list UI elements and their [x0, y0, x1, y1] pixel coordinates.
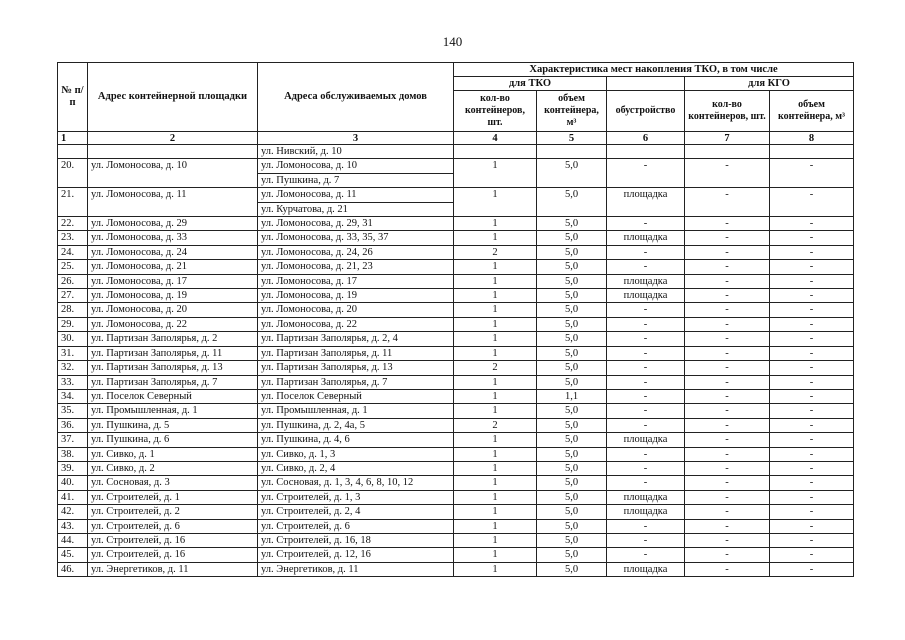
kgo-container-count: -	[685, 519, 770, 533]
site-address: ул. Ломоносова, д. 11	[88, 188, 258, 217]
kgo-container-count: -	[685, 461, 770, 475]
row-number: 31.	[58, 346, 88, 360]
tko-container-volume: 5,0	[537, 433, 607, 447]
tko-container-volume: 5,0	[537, 404, 607, 418]
table-row	[58, 461, 854, 475]
row-number: 43.	[58, 519, 88, 533]
site-address: ул. Партизан Заполярья, д. 2	[88, 332, 258, 346]
header-group-kgo: для КГО	[685, 77, 854, 91]
site-address: ул. Промышленная, д. 1	[88, 404, 258, 418]
site-address: ул. Строителей, д. 6	[88, 519, 258, 533]
tko-container-volume: 5,0	[537, 361, 607, 375]
table-row	[58, 505, 854, 519]
served-house: ул. Ломоносова, д. 19	[258, 289, 454, 303]
site-arrangement: площадка	[607, 490, 685, 504]
row-number: 36.	[58, 418, 88, 432]
column-number: 1	[58, 132, 88, 145]
site-arrangement: -	[607, 303, 685, 317]
tko-container-count: 1	[454, 404, 537, 418]
header-group-tko: для ТКО	[454, 77, 607, 91]
kgo-container-volume: -	[770, 562, 854, 576]
row-number: 28.	[58, 303, 88, 317]
served-house: ул. Ломоносова, д. 29, 31	[258, 217, 454, 231]
tko-container-count: 1	[454, 317, 537, 331]
site-address: ул. Энергетиков, д. 11	[88, 562, 258, 576]
row-number: 46.	[58, 562, 88, 576]
tko-container-count: 2	[454, 361, 537, 375]
site-address: ул. Ломоносова, д. 22	[88, 317, 258, 331]
served-house: ул. Пушкина, д. 2, 4а, 5	[258, 418, 454, 432]
site-address: ул. Строителей, д. 2	[88, 505, 258, 519]
site-address: ул. Ломоносова, д. 33	[88, 231, 258, 245]
kgo-container-volume: -	[770, 274, 854, 288]
kgo-container-count: -	[685, 418, 770, 432]
kgo-container-count: -	[685, 245, 770, 259]
table-row	[58, 217, 854, 231]
tko-container-count: 1	[454, 533, 537, 547]
served-house: ул. Партизан Заполярья, д. 11	[258, 346, 454, 360]
row-number: 20.	[58, 159, 88, 188]
site-arrangement: -	[607, 317, 685, 331]
table-row	[58, 289, 854, 303]
tko-container-volume: 5,0	[537, 548, 607, 562]
column-number: 5	[537, 132, 607, 145]
served-house: ул. Строителей, д. 16, 18	[258, 533, 454, 547]
tko-container-count: 2	[454, 418, 537, 432]
row-number: 45.	[58, 548, 88, 562]
table-row	[58, 332, 854, 346]
tko-container-count: 1	[454, 217, 537, 231]
header-kgo-volume: объем контейнера, м³	[770, 91, 854, 132]
tko-container-volume: 5,0	[537, 260, 607, 274]
site-arrangement: -	[607, 260, 685, 274]
tko-container-volume: 5,0	[537, 505, 607, 519]
served-house: ул. Сивко, д. 1, 3	[258, 447, 454, 461]
tko-container-volume: 5,0	[537, 375, 607, 389]
tko-container-count: 1	[454, 505, 537, 519]
table-row	[58, 548, 854, 562]
kgo-container-volume: -	[770, 461, 854, 475]
header-col-site-address: Адрес контейнерной площадки	[88, 63, 258, 132]
tko-container-count: 1	[454, 289, 537, 303]
kgo-container-count: -	[685, 433, 770, 447]
kgo-container-volume: -	[770, 433, 854, 447]
served-house: ул. Партизан Заполярья, д. 13	[258, 361, 454, 375]
kgo-container-volume: -	[770, 418, 854, 432]
kgo-container-count: -	[685, 188, 770, 217]
tko-container-count: 1	[454, 159, 537, 188]
served-house: ул. Партизан Заполярья, д. 2, 4	[258, 332, 454, 346]
row-number: 41.	[58, 490, 88, 504]
table-row	[58, 361, 854, 375]
served-house: ул. Нивский, д. 10	[258, 145, 454, 159]
table-row	[58, 404, 854, 418]
tko-container-count: 1	[454, 562, 537, 576]
tko-container-count: 1	[454, 274, 537, 288]
served-house: ул. Ломоносова, д. 17	[258, 274, 454, 288]
kgo-container-volume: -	[770, 447, 854, 461]
tko-container-volume: 5,0	[537, 447, 607, 461]
kgo-container-count: -	[685, 231, 770, 245]
kgo-container-volume: -	[770, 346, 854, 360]
site-address: ул. Сивко, д. 1	[88, 447, 258, 461]
site-arrangement: -	[607, 217, 685, 231]
header-arrangement: обустройство	[607, 91, 685, 132]
served-house: ул. Промышленная, д. 1	[258, 404, 454, 418]
tko-container-count: 1	[454, 490, 537, 504]
kgo-container-volume: -	[770, 231, 854, 245]
site-address: ул. Строителей, д. 16	[88, 548, 258, 562]
row-number: 29.	[58, 317, 88, 331]
kgo-container-volume: -	[770, 361, 854, 375]
tko-container-count: 1	[454, 548, 537, 562]
row-number: 40.	[58, 476, 88, 490]
tko-container-count: 1	[454, 519, 537, 533]
site-address: ул. Партизан Заполярья, д. 7	[88, 375, 258, 389]
site-arrangement: площадка	[607, 231, 685, 245]
kgo-container-count: -	[685, 490, 770, 504]
header-tko-count: кол-во контейнеров, шт.	[454, 91, 537, 132]
site-address: ул. Партизан Заполярья, д. 13	[88, 361, 258, 375]
site-address: ул. Строителей, д. 1	[88, 490, 258, 504]
tko-container-count: 1	[454, 303, 537, 317]
column-number: 6	[607, 132, 685, 145]
tko-container-volume: 5,0	[537, 332, 607, 346]
kgo-container-volume: -	[770, 476, 854, 490]
kgo-container-volume: -	[770, 490, 854, 504]
site-arrangement: -	[607, 245, 685, 259]
header-col-number: № п/п	[58, 63, 88, 132]
tko-container-volume: 5,0	[537, 245, 607, 259]
tko-container-count: 2	[454, 245, 537, 259]
kgo-container-volume: -	[770, 159, 854, 188]
site-arrangement: -	[607, 332, 685, 346]
column-number: 4	[454, 132, 537, 145]
tko-container-volume: 5,0	[537, 346, 607, 360]
tko-container-count: 1	[454, 447, 537, 461]
served-house: ул. Ломоносова, д. 11	[258, 188, 454, 202]
site-address: ул. Сосновая, д. 3	[88, 476, 258, 490]
tko-container-count: 1	[454, 433, 537, 447]
column-number: 7	[685, 132, 770, 145]
kgo-container-volume: -	[770, 548, 854, 562]
kgo-container-count: -	[685, 346, 770, 360]
site-arrangement: площадка	[607, 274, 685, 288]
served-house: ул. Партизан Заполярья, д. 7	[258, 375, 454, 389]
kgo-container-volume: -	[770, 303, 854, 317]
table-row	[58, 562, 854, 576]
tko-container-volume: 5,0	[537, 519, 607, 533]
site-arrangement: площадка	[607, 562, 685, 576]
tko-container-volume: 5,0	[537, 159, 607, 188]
tko-container-volume: 5,0	[537, 274, 607, 288]
site-address: ул. Ломоносова, д. 21	[88, 260, 258, 274]
table-row	[58, 159, 854, 173]
row-number: 34.	[58, 389, 88, 403]
row-number: 21.	[58, 188, 88, 217]
tko-container-volume: 5,0	[537, 303, 607, 317]
table-row	[58, 418, 854, 432]
tko-container-count: 1	[454, 389, 537, 403]
served-house: ул. Строителей, д. 6	[258, 519, 454, 533]
kgo-container-volume: -	[770, 332, 854, 346]
kgo-container-count: -	[685, 260, 770, 274]
table-row	[58, 389, 854, 403]
served-house: ул. Пушкина, д. 7	[258, 173, 454, 187]
served-house: ул. Ломоносова, д. 22	[258, 317, 454, 331]
header-kgo-count: кол-во контейнеров, шт.	[685, 91, 770, 132]
served-house: ул. Поселок Северный	[258, 389, 454, 403]
tko-container-volume: 1,1	[537, 389, 607, 403]
kgo-container-count: -	[685, 332, 770, 346]
table-row	[58, 519, 854, 533]
table-row	[58, 317, 854, 331]
kgo-container-count: -	[685, 361, 770, 375]
kgo-container-volume: -	[770, 404, 854, 418]
column-number: 3	[258, 132, 454, 145]
row-number: 38.	[58, 447, 88, 461]
site-arrangement: -	[607, 548, 685, 562]
kgo-container-volume: -	[770, 533, 854, 547]
tko-container-volume: 5,0	[537, 217, 607, 231]
row-number: 33.	[58, 375, 88, 389]
tko-container-volume: 5,0	[537, 476, 607, 490]
served-house: ул. Строителей, д. 1, 3	[258, 490, 454, 504]
table-row	[58, 274, 854, 288]
tko-container-count: 1	[454, 375, 537, 389]
site-address: ул. Ломоносова, д. 10	[88, 159, 258, 188]
kgo-container-volume: -	[770, 217, 854, 231]
site-arrangement: -	[607, 159, 685, 188]
header-col-served-houses: Адреса обслуживаемых домов	[258, 63, 454, 132]
table-row	[58, 346, 854, 360]
site-address: ул. Строителей, д. 16	[88, 533, 258, 547]
tko-container-volume: 5,0	[537, 317, 607, 331]
kgo-container-volume: -	[770, 188, 854, 217]
tko-container-volume: 5,0	[537, 188, 607, 217]
served-house: ул. Строителей, д. 2, 4	[258, 505, 454, 519]
kgo-container-volume: -	[770, 289, 854, 303]
column-number: 2	[88, 132, 258, 145]
kgo-container-count: -	[685, 533, 770, 547]
site-address: ул. Ломоносова, д. 29	[88, 217, 258, 231]
site-arrangement: -	[607, 519, 685, 533]
tko-container-count: 1	[454, 346, 537, 360]
served-house: ул. Курчатова, д. 21	[258, 202, 454, 216]
column-number: 8	[770, 132, 854, 145]
site-arrangement: -	[607, 375, 685, 389]
kgo-container-count: -	[685, 274, 770, 288]
served-house: ул. Ломоносова, д. 21, 23	[258, 260, 454, 274]
site-arrangement: площадка	[607, 433, 685, 447]
kgo-container-count: -	[685, 317, 770, 331]
kgo-container-count: -	[685, 303, 770, 317]
kgo-container-volume: -	[770, 389, 854, 403]
tko-container-volume: 5,0	[537, 461, 607, 475]
row-number: 22.	[58, 217, 88, 231]
page-number: 140	[442, 34, 463, 49]
served-house: ул. Ломоносова, д. 24, 26	[258, 245, 454, 259]
table-body	[58, 145, 854, 577]
site-arrangement: -	[607, 461, 685, 475]
kgo-container-count: -	[685, 217, 770, 231]
kgo-container-count: -	[685, 289, 770, 303]
served-house: ул. Сосновая, д. 1, 3, 4, 6, 8, 10, 12	[258, 476, 454, 490]
tko-container-volume: 5,0	[537, 289, 607, 303]
tko-container-volume: 5,0	[537, 231, 607, 245]
site-address: ул. Ломоносова, д. 19	[88, 289, 258, 303]
table-row	[58, 533, 854, 547]
table-row	[58, 447, 854, 461]
tko-container-count: 1	[454, 476, 537, 490]
row-number: 39.	[58, 461, 88, 475]
waste-sites-table	[57, 62, 854, 577]
served-house: ул. Ломоносова, д. 33, 35, 37	[258, 231, 454, 245]
kgo-container-volume: -	[770, 245, 854, 259]
row-number: 26.	[58, 274, 88, 288]
site-address: ул. Сивко, д. 2	[88, 461, 258, 475]
kgo-container-count: -	[685, 447, 770, 461]
site-address: ул. Ломоносова, д. 20	[88, 303, 258, 317]
site-arrangement: -	[607, 418, 685, 432]
site-address: ул. Пушкина, д. 5	[88, 418, 258, 432]
kgo-container-volume: -	[770, 260, 854, 274]
tko-container-volume: 5,0	[537, 533, 607, 547]
site-arrangement: -	[607, 533, 685, 547]
column-numbering-row	[58, 132, 854, 145]
kgo-container-volume: -	[770, 375, 854, 389]
row-number: 37.	[58, 433, 88, 447]
row-number: 27.	[58, 289, 88, 303]
kgo-container-count: -	[685, 159, 770, 188]
site-arrangement: площадка	[607, 505, 685, 519]
table-row	[58, 303, 854, 317]
served-house: ул. Пушкина, д. 4, 6	[258, 433, 454, 447]
site-address: ул. Ломоносова, д. 17	[88, 274, 258, 288]
kgo-container-count: -	[685, 548, 770, 562]
served-house: ул. Сивко, д. 2, 4	[258, 461, 454, 475]
tko-container-count: 1	[454, 260, 537, 274]
kgo-container-volume: -	[770, 505, 854, 519]
tko-container-volume: 5,0	[537, 418, 607, 432]
row-number: 44.	[58, 533, 88, 547]
table-row	[58, 476, 854, 490]
row-number: 42.	[58, 505, 88, 519]
site-arrangement: -	[607, 447, 685, 461]
served-house: ул. Строителей, д. 12, 16	[258, 548, 454, 562]
site-arrangement: -	[607, 476, 685, 490]
kgo-container-count: -	[685, 505, 770, 519]
table-row	[58, 245, 854, 259]
site-arrangement: -	[607, 404, 685, 418]
site-arrangement: площадка	[607, 289, 685, 303]
row-number: 30.	[58, 332, 88, 346]
row-number: 25.	[58, 260, 88, 274]
served-house: ул. Энергетиков, д. 11	[258, 562, 454, 576]
kgo-container-count: -	[685, 375, 770, 389]
tko-container-volume: 5,0	[537, 490, 607, 504]
kgo-container-volume: -	[770, 519, 854, 533]
kgo-container-count: -	[685, 389, 770, 403]
tko-container-count: 1	[454, 231, 537, 245]
kgo-container-count: -	[685, 404, 770, 418]
site-address: ул. Партизан Заполярья, д. 11	[88, 346, 258, 360]
site-address: ул. Поселок Северный	[88, 389, 258, 403]
row-number: 35.	[58, 404, 88, 418]
header-tko-volume: объем контейнера, м³	[537, 91, 607, 132]
site-arrangement: -	[607, 361, 685, 375]
table-row	[58, 188, 854, 202]
served-house: ул. Ломоносова, д. 20	[258, 303, 454, 317]
kgo-container-volume: -	[770, 317, 854, 331]
served-house: ул. Ломоносова, д. 10	[258, 159, 454, 173]
site-arrangement: -	[607, 389, 685, 403]
row-number: 32.	[58, 361, 88, 375]
tko-container-volume: 5,0	[537, 562, 607, 576]
table-row	[58, 375, 854, 389]
continuation-row	[58, 145, 854, 159]
header-group-characteristics: Характеристика мест накопления ТКО, в том числе	[454, 63, 854, 77]
tko-container-count: 1	[454, 461, 537, 475]
tko-container-count: 1	[454, 188, 537, 217]
tko-container-count: 1	[454, 332, 537, 346]
table-row	[58, 490, 854, 504]
row-number: 23.	[58, 231, 88, 245]
site-address: ул. Ломоносова, д. 24	[88, 245, 258, 259]
table-row	[58, 260, 854, 274]
site-arrangement: -	[607, 346, 685, 360]
kgo-container-count: -	[685, 476, 770, 490]
kgo-container-count: -	[685, 562, 770, 576]
site-arrangement: площадка	[607, 188, 685, 217]
table-row	[58, 231, 854, 245]
table-row	[58, 433, 854, 447]
site-address: ул. Пушкина, д. 6	[88, 433, 258, 447]
row-number: 24.	[58, 245, 88, 259]
